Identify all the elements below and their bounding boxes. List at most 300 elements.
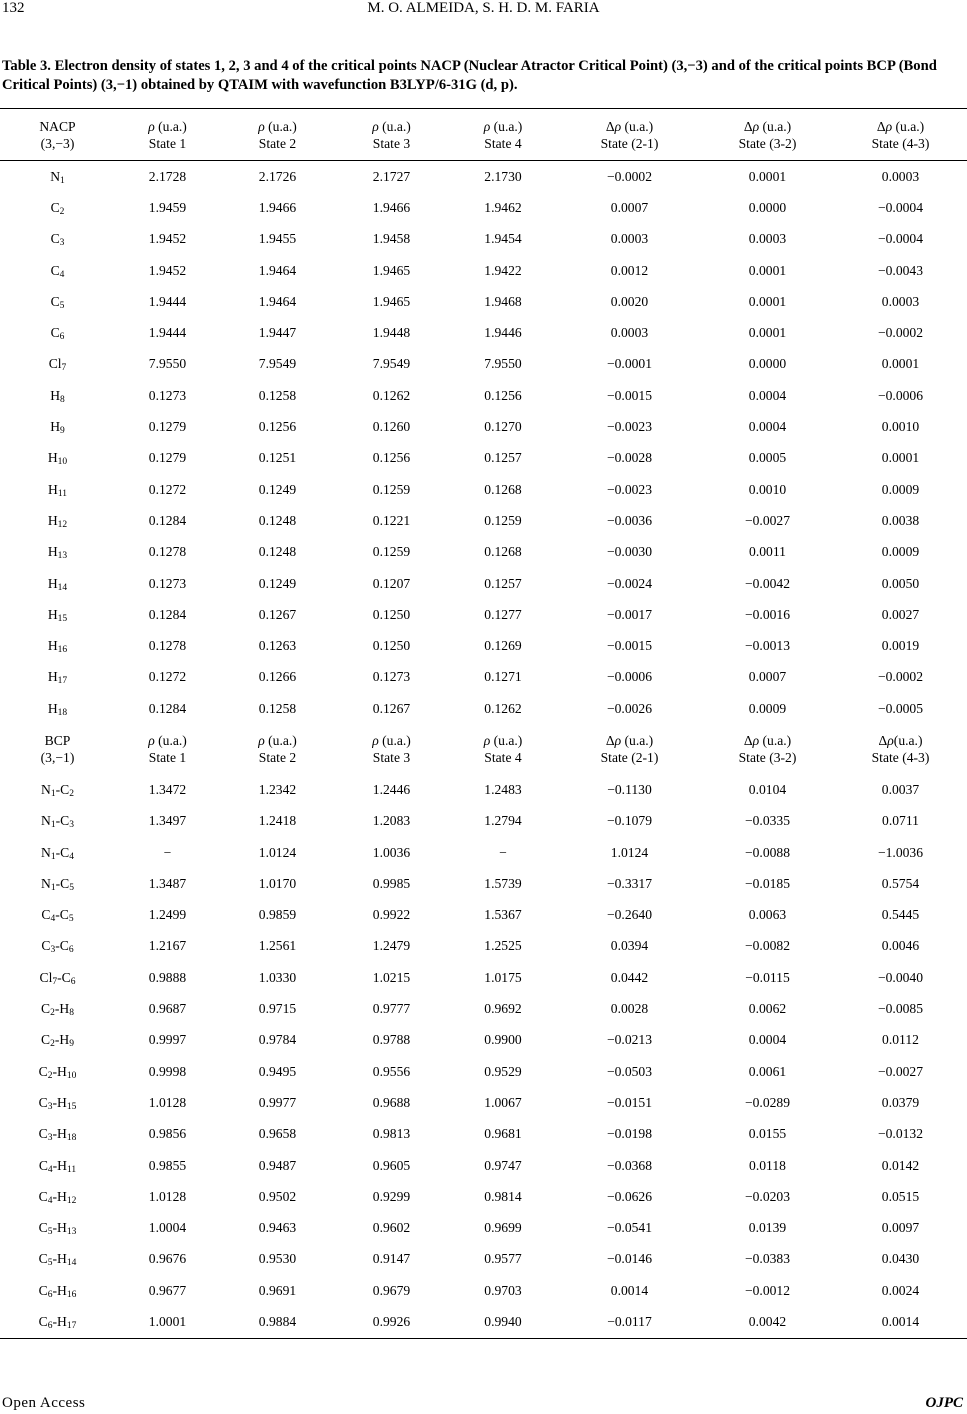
bcp-value-cell: −0.0185 [744,875,791,891]
nacp-value-cell: 0.0003 [610,231,649,247]
bcp-value-cell: 0.9692 [484,1001,522,1017]
nacp-value-cell: 0.0009 [748,700,787,716]
nacp-value-cell: 0.1273 [148,387,187,403]
bcp-header-1: ρ (u.a.) State 1 [148,733,187,766]
nacp-value-cell: 1.9448 [372,325,411,341]
bcp-value-cell: 0.0042 [748,1314,787,1330]
nacp-value-cell: 0.0003 [610,325,649,341]
running-head [0,0,967,22]
nacp-value-cell: −0.0036 [606,512,653,528]
bcp-value-cell: −0.0368 [606,1157,653,1173]
nacp-header-3: ρ (u.a.) State 3 [372,118,411,151]
bcp-label-cell: $N_1-C_4$ [41,844,74,862]
nacp-value-cell: 0.1207 [372,575,411,591]
nacp-row [0,599,967,630]
bcp-value-cell: 0.9747 [484,1157,522,1173]
bcp-value-cell: 0.0515 [881,1188,920,1204]
bcp-value-cell: 0.0118 [749,1157,786,1173]
nacp-value-cell: −0.0024 [606,575,653,591]
bcp-header-2: ρ (u.a.) State 2 [258,733,297,766]
nacp-value-cell: 0.0007 [748,669,787,685]
nacp-value-cell: −0.0042 [744,575,791,591]
nacp-header-row [0,109,967,161]
nacp-value-cell: 0.0019 [881,638,920,654]
bcp-value-cell: 1.2167 [148,938,187,954]
nacp-value-cell: −0.0006 [877,387,924,403]
nacp-value-cell: 2.1727 [372,168,411,184]
nacp-value-cell: 0.1257 [484,450,522,466]
nacp-value-cell: 0.1257 [484,575,522,591]
nacp-value-cell: 0.1256 [258,419,297,435]
nacp-value-cell: −0.0002 [606,168,653,184]
bcp-value-cell: 1.2083 [372,813,411,829]
nacp-value-cell: 0.1279 [148,450,187,466]
nacp-value-cell: 1.9465 [372,262,411,278]
nacp-value-cell: 1.9466 [258,199,297,215]
nacp-value-cell: 0.1273 [148,575,187,591]
bcp-label-cell: $C_3-H_{15}$ [38,1094,77,1112]
nacp-value-cell: −0.0026 [606,700,653,716]
nacp-row [0,693,967,724]
bcp-value-cell: −0.0115 [745,969,790,985]
bcp-section [0,774,967,1337]
bcp-value-cell: −0.0117 [607,1314,652,1330]
nacp-value-cell: 7.9550 [484,356,522,372]
bcp-label-cell: $C_6-H_{16}$ [38,1282,77,1300]
bcp-value-cell: 0.0062 [748,1001,787,1017]
bcp-row [0,962,967,993]
nacp-row [0,568,967,599]
nacp-value-cell: 0.1278 [148,544,187,560]
nacp-value-cell: 1.9464 [258,262,297,278]
bcp-label-cell: $Cl_7-C_6$ [39,969,76,987]
bcp-value-cell: 1.2483 [484,781,522,797]
nacp-value-cell: 0.1271 [484,669,522,685]
nacp-value-cell: 0.1279 [148,419,187,435]
nacp-value-cell: 0.1248 [258,512,297,528]
nacp-value-cell: 2.1730 [484,168,522,184]
nacp-value-cell: 0.1259 [484,512,522,528]
nacp-label-cell: $C_6$ [50,325,65,343]
bcp-row [0,1213,967,1244]
bcp-value-cell: 1.0215 [372,969,411,985]
bcp-value-cell: 0.0379 [881,1094,920,1110]
bcp-value-cell: −0.3317 [606,875,653,891]
nacp-value-cell: 0.0020 [610,293,649,309]
nacp-label-cell: $H_8$ [50,387,65,405]
bcp-value-cell: 0.9530 [258,1251,297,1267]
bcp-value-cell: 0.0004 [748,1032,787,1048]
bcp-value-cell: 0.9487 [258,1157,297,1173]
nacp-value-cell: −0.0004 [877,231,924,247]
nacp-value-cell: 0.0001 [748,293,787,309]
bcp-value-cell: 0.9888 [148,969,187,985]
bcp-value-cell: 0.5754 [881,875,920,891]
nacp-value-cell: −0.0028 [606,450,653,466]
nacp-header-1: ρ (u.a.) State 1 [148,118,187,151]
nacp-section [0,161,967,724]
bcp-label-cell: $C_2-H_9$ [41,1032,74,1050]
bcp-row [0,900,967,931]
bcp-value-cell: −0.1079 [606,813,653,829]
bcp-value-cell: 0.0061 [748,1063,787,1079]
nacp-value-cell: 1.9465 [372,293,411,309]
nacp-value-cell: 0.1259 [372,481,411,497]
bcp-value-cell: 0.9299 [372,1188,411,1204]
nacp-row [0,192,967,223]
nacp-value-cell: 2.1726 [258,168,297,184]
bcp-value-cell: −0.2640 [606,907,653,923]
nacp-value-cell: 1.9447 [258,325,297,341]
nacp-row [0,411,967,442]
bcp-row [0,1119,967,1150]
nacp-value-cell: 1.9466 [372,199,411,215]
nacp-value-cell: −0.0015 [606,638,653,654]
bcp-value-cell: 0.9495 [258,1063,297,1079]
bcp-value-cell: 1.2418 [258,813,297,829]
bcp-value-cell: 0.9777 [372,1001,411,1017]
nacp-value-cell: 0.0003 [881,168,920,184]
nacp-value-cell: 0.0038 [881,512,920,528]
bcp-value-cell: 0.0037 [881,781,920,797]
bcp-value-cell: 1.2499 [148,907,187,923]
bcp-value-cell: 0.9926 [372,1314,411,1330]
bcp-value-cell: 0.0430 [881,1251,920,1267]
nacp-value-cell: −0.0043 [877,262,924,278]
bcp-header-row [0,724,967,774]
bcp-value-cell: 0.9602 [372,1220,411,1236]
bcp-label-cell: $C_4-H_{11}$ [38,1157,77,1175]
bcp-value-cell: 1.0175 [484,969,522,985]
bcp-header-7: Δρ(u.a.) State (4-3) [871,733,930,766]
nacp-label-cell: $H_{13}$ [47,544,68,562]
nacp-value-cell: 0.1284 [148,700,187,716]
bcp-value-cell: 0.9691 [258,1282,297,1298]
nacp-value-cell: 0.1272 [148,481,187,497]
nacp-value-cell: 0.1262 [372,387,411,403]
bcp-value-cell: 0.0104 [748,781,787,797]
bcp-value-cell: −0.0027 [877,1063,924,1079]
bcp-value-cell: −0.0335 [744,813,791,829]
nacp-row [0,317,967,348]
nacp-value-cell: −0.0005 [877,700,924,716]
bcp-label-cell: $C_5-H_{14}$ [38,1251,77,1269]
nacp-value-cell: 0.1273 [372,669,411,685]
bcp-value-cell: 0.9703 [484,1282,522,1298]
nacp-header-0: NACP (3,−3) [39,118,76,151]
nacp-value-cell: 0.1268 [484,544,522,560]
nacp-value-cell: 0.1272 [148,669,187,685]
nacp-value-cell: 1.9462 [484,199,522,215]
nacp-value-cell: 0.0009 [881,481,920,497]
bcp-value-cell: −0.1130 [607,781,652,797]
nacp-value-cell: 0.0004 [748,419,787,435]
bcp-value-cell: 0.0112 [882,1032,919,1048]
bcp-value-cell: − [499,844,507,860]
nacp-value-cell: 0.1258 [258,387,297,403]
page-number: 132 [2,0,25,16]
nacp-value-cell: −0.0027 [744,512,791,528]
bcp-row [0,1275,967,1306]
bcp-label-cell: $C_5-H_{13}$ [38,1220,77,1238]
nacp-value-cell: −0.0002 [877,325,924,341]
bcp-value-cell: −0.0132 [877,1126,924,1142]
nacp-label-cell: $C_5$ [50,293,65,311]
nacp-value-cell: −0.0004 [877,199,924,215]
bcp-row [0,1087,967,1118]
bcp-row [0,774,967,805]
bcp-value-cell: 0.9529 [484,1063,522,1079]
bcp-value-cell: 0.9658 [258,1126,297,1142]
bcp-value-cell: −0.0289 [744,1094,791,1110]
nacp-value-cell: 1.9452 [148,231,187,247]
bcp-value-cell: 0.0063 [748,907,787,923]
bcp-value-cell: 1.2525 [484,938,522,954]
nacp-value-cell: 1.9454 [484,231,522,247]
bcp-row [0,806,967,837]
bcp-value-cell: −0.0383 [744,1251,791,1267]
bcp-value-cell: 1.2561 [258,938,297,954]
bcp-value-cell: 0.9998 [148,1063,187,1079]
bcp-value-cell: 0.9884 [258,1314,297,1330]
nacp-row [0,349,967,380]
bcp-label-cell: $C_3-H_{18}$ [38,1126,77,1144]
bcp-value-cell: −0.0012 [744,1282,791,1298]
bcp-value-cell: 0.0014 [610,1282,649,1298]
nacp-value-cell: 7.9549 [258,356,297,372]
bcp-value-cell: 0.9922 [372,907,411,923]
nacp-value-cell: 1.9422 [484,262,522,278]
bcp-value-cell: 0.0442 [610,969,649,985]
nacp-label-cell: $C_2$ [50,199,65,217]
bcp-value-cell: 1.5739 [484,875,522,891]
nacp-value-cell: 0.1270 [484,419,522,435]
bcp-value-cell: 1.3472 [148,781,187,797]
bcp-label-cell: $C_2-H_8$ [41,1001,74,1019]
bcp-label-cell: $N_1-C_3$ [41,813,74,831]
bcp-row [0,868,967,899]
bcp-value-cell: 0.9813 [372,1126,411,1142]
bcp-label-cell: $C_2-H_{10}$ [38,1063,77,1081]
nacp-value-cell: −0.0017 [606,606,653,622]
bcp-value-cell: 0.9699 [484,1220,522,1236]
bcp-value-cell: 0.9681 [484,1126,522,1142]
bcp-value-cell: 1.0170 [258,875,297,891]
bcp-value-cell: 1.2794 [484,813,522,829]
nacp-value-cell: 0.1284 [148,512,187,528]
bcp-value-cell: 0.9940 [484,1314,522,1330]
bcp-value-cell: 0.9577 [484,1251,522,1267]
nacp-value-cell: 0.0005 [748,450,787,466]
bcp-value-cell: 1.0067 [484,1094,522,1110]
nacp-row [0,662,967,693]
nacp-value-cell: 0.1250 [372,606,411,622]
nacp-label-cell: $H_{11}$ [48,481,67,499]
nacp-label-cell: $H_{16}$ [47,638,68,656]
nacp-value-cell: 0.0012 [610,262,649,278]
bcp-row [0,1056,967,1087]
bcp-value-cell: 0.9900 [484,1032,522,1048]
bcp-value-cell: 1.0124 [610,844,649,860]
bcp-row [0,1306,967,1337]
nacp-header-6: Δρ (u.a.) State (3-2) [738,118,797,151]
nacp-value-cell: 0.0050 [881,575,920,591]
bcp-value-cell: 1.0330 [258,969,297,985]
bcp-value-cell: 0.9147 [372,1251,411,1267]
bcp-value-cell: 0.0028 [610,1001,649,1017]
nacp-row [0,224,967,255]
bcp-value-cell: 1.0128 [148,1094,187,1110]
nacp-value-cell: 7.9549 [372,356,411,372]
nacp-value-cell: −0.0002 [877,669,924,685]
footer-open-access: Open Access [2,1395,86,1411]
nacp-value-cell: 0.0010 [881,419,920,435]
bcp-value-cell: 0.9856 [148,1126,187,1142]
nacp-value-cell: 0.0001 [748,325,787,341]
nacp-value-cell: 0.1277 [484,606,522,622]
nacp-label-cell: $C_3$ [50,231,65,249]
nacp-label-cell: $N_1$ [50,168,65,186]
bcp-header-3: ρ (u.a.) State 3 [372,733,411,766]
bcp-header-4: ρ (u.a.) State 4 [483,733,523,766]
nacp-row [0,537,967,568]
nacp-value-cell: 0.1284 [148,606,187,622]
nacp-value-cell: −0.0016 [744,606,791,622]
nacp-value-cell: 0.0011 [749,544,786,560]
nacp-value-cell: 1.9452 [148,262,187,278]
bcp-value-cell: −0.0082 [744,938,791,954]
bcp-value-cell: 0.9814 [484,1188,522,1204]
nacp-value-cell: 1.9459 [148,199,187,215]
nacp-value-cell: 0.1256 [372,450,411,466]
bcp-label-cell: $C_4-C_5$ [41,907,74,925]
nacp-value-cell: 7.9550 [148,356,187,372]
bcp-value-cell: 1.2342 [258,781,297,797]
bcp-value-cell: −0.0626 [606,1188,653,1204]
bcp-row [0,837,967,868]
bcp-value-cell: 1.0001 [148,1314,187,1330]
nacp-row [0,161,967,192]
nacp-label-cell: $H_{12}$ [47,512,68,530]
nacp-value-cell: 0.0010 [748,481,787,497]
bcp-value-cell: 0.9977 [258,1094,297,1110]
nacp-value-cell: −0.0023 [606,419,653,435]
nacp-value-cell: 0.1278 [148,638,187,654]
bcp-value-cell: 1.0128 [148,1188,187,1204]
nacp-value-cell: 0.0001 [748,262,787,278]
bcp-value-cell: 0.0142 [881,1157,920,1173]
nacp-value-cell: 0.1250 [372,638,411,654]
nacp-value-cell: 0.0000 [748,199,787,215]
bcp-row [0,931,967,962]
nacp-row [0,505,967,536]
bcp-header-0: BCP (3,−1) [40,733,75,766]
bcp-value-cell: 0.0139 [748,1220,787,1236]
bcp-value-cell: −0.0203 [744,1188,791,1204]
bcp-value-cell: 0.9855 [148,1157,187,1173]
nacp-row [0,630,967,661]
nacp-header-2: ρ (u.a.) State 2 [258,118,297,151]
bcp-value-cell: 1.0004 [148,1220,187,1236]
nacp-label-cell: $H_{18}$ [47,700,68,718]
bcp-value-cell: 0.9605 [372,1157,411,1173]
nacp-label-cell: $H_{10}$ [47,450,68,468]
nacp-value-cell: −0.0006 [606,669,653,685]
nacp-value-cell: 0.0000 [748,356,787,372]
bcp-value-cell: 0.9463 [258,1220,297,1236]
bcp-value-cell: 0.9985 [372,875,411,891]
nacp-value-cell: −0.0023 [606,481,653,497]
nacp-value-cell: 1.9464 [258,293,297,309]
bcp-value-cell: − [163,844,172,860]
nacp-value-cell: 0.0003 [748,231,787,247]
nacp-row [0,255,967,286]
bcp-value-cell: 0.9556 [372,1063,411,1079]
bcp-value-cell: 1.0124 [258,844,297,860]
bcp-value-cell: 0.0014 [881,1314,920,1330]
bcp-value-cell: 1.3497 [148,813,187,829]
bcp-value-cell: 0.0394 [610,938,649,954]
nacp-value-cell: 1.9444 [148,325,187,341]
bcp-value-cell: 0.0711 [882,813,919,829]
nacp-header-4: ρ (u.a.) State 4 [483,118,523,151]
nacp-value-cell: 0.0001 [748,168,787,184]
nacp-label-cell: $H_{15}$ [47,606,68,624]
nacp-value-cell: 0.1221 [372,512,411,528]
nacp-value-cell: 2.1728 [148,168,187,184]
nacp-value-cell: 0.1249 [258,575,297,591]
nacp-value-cell: 0.1248 [258,544,297,560]
bcp-value-cell: −0.0088 [744,844,791,860]
bcp-value-cell: 0.9687 [148,1001,187,1017]
bcp-value-cell: 0.9676 [148,1251,187,1267]
nacp-value-cell: −0.0030 [606,544,653,560]
bcp-value-cell: 1.0036 [372,844,411,860]
nacp-value-cell: −0.0015 [606,387,653,403]
bcp-value-cell: 0.9784 [258,1032,297,1048]
bcp-value-cell: 1.5367 [484,907,522,923]
nacp-value-cell: 0.0009 [881,544,920,560]
footer-journal: OJPC [925,1395,963,1411]
nacp-value-cell: 0.0001 [881,356,920,372]
bcp-value-cell: −0.0541 [606,1220,653,1236]
bcp-label-cell: $C_6-H_{17}$ [38,1314,77,1332]
nacp-label-cell: $H_{17}$ [47,669,68,687]
nacp-label-cell: $H_9$ [50,419,65,437]
nacp-value-cell: 0.1249 [258,481,297,497]
nacp-value-cell: 1.9458 [372,231,411,247]
bcp-label-cell: $C_3-C_6$ [41,938,74,956]
nacp-value-cell: 0.0004 [748,387,787,403]
nacp-row [0,286,967,317]
bcp-header-5: Δρ (u.a.) State (2-1) [600,733,659,766]
bcp-value-cell: −0.0213 [606,1032,653,1048]
bcp-label-cell: $N_1-C_2$ [41,781,74,799]
nacp-header-5: Δρ (u.a.) State (2-1) [600,118,659,151]
bcp-row [0,1025,967,1056]
nacp-value-cell: 0.1259 [372,544,411,560]
nacp-value-cell: 0.1258 [258,700,297,716]
bcp-value-cell: 1.3487 [148,875,187,891]
qtaim-table [0,108,967,1339]
nacp-value-cell: 0.1262 [484,700,522,716]
nacp-value-cell: 0.0003 [881,293,920,309]
nacp-row [0,380,967,411]
nacp-value-cell: 0.0001 [881,450,920,466]
bcp-value-cell: −1.0036 [877,844,924,860]
nacp-value-cell: −0.0001 [606,356,653,372]
bcp-value-cell: 0.9677 [148,1282,187,1298]
